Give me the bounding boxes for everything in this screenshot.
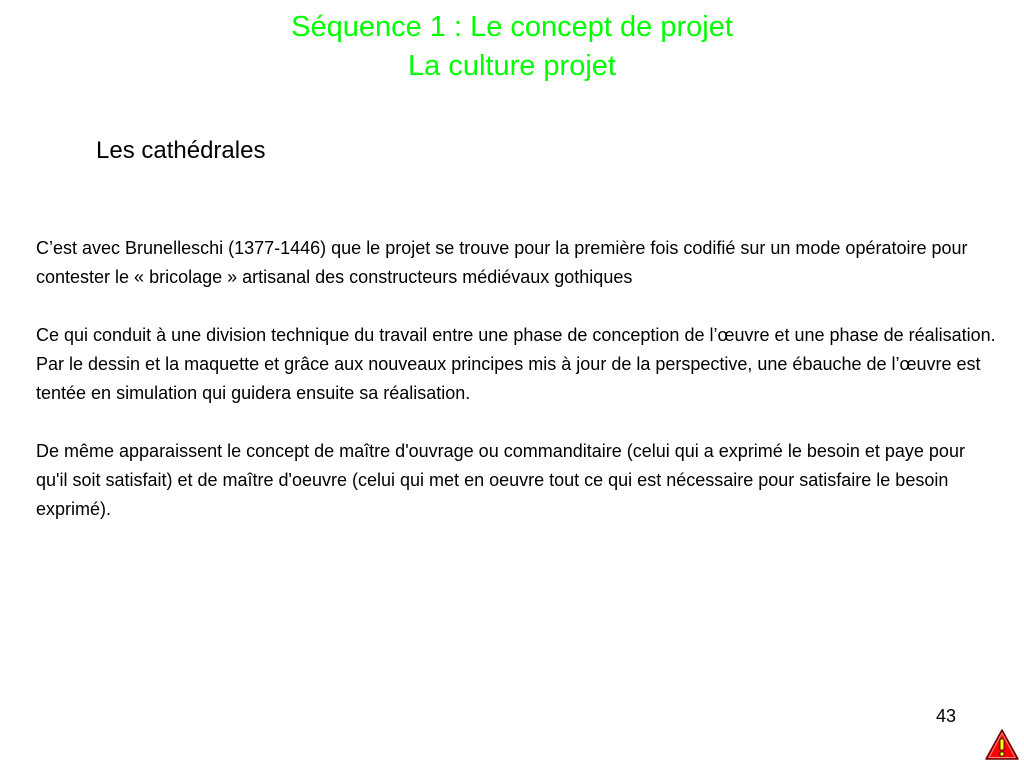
- subheading: Les cathédrales: [96, 137, 266, 164]
- paragraph-4: De même apparaissent le concept de maître d'ouvrage ou commanditaire (celui qui a exprimé le besoin et paye pour qu'il soit satisfait) et de maître d'oeuvre (celui qui met en oeuvre tout ce qui est nécessaire pour satisfaire le besoin exprimé).: [36, 441, 965, 519]
- slide-body: [36, 234, 998, 524]
- title-line-2: La culture projet: [408, 50, 616, 82]
- warning-button[interactable]: [984, 728, 1020, 762]
- paragraph-gap: [36, 408, 998, 437]
- paragraph-3: Par le dessin et la maquette et grâce aux nouveaux principes mis à jour de la perspective, une ébauche de l’œuvre est tentée en simulation qui guidera ensuite sa réalisation.: [36, 354, 981, 403]
- paragraph-1: C’est avec Brunelleschi (1377-1446) que le projet se trouve pour la première fois codifié sur un mode opératoire pour contester le « bricolage » artisanal des constructeurs médiévaux gothiques: [36, 238, 968, 287]
- paragraph-2: Ce qui conduit à une division technique du travail entre une phase de conception de l’œuvre et une phase de réalisation.: [36, 325, 996, 345]
- paragraph-gap: [36, 292, 998, 321]
- warning-icon: [984, 728, 1020, 762]
- slide-title: [0, 8, 1024, 86]
- title-line-1: Séquence 1 : Le concept de projet: [291, 11, 733, 43]
- page-number: 43: [936, 706, 957, 726]
